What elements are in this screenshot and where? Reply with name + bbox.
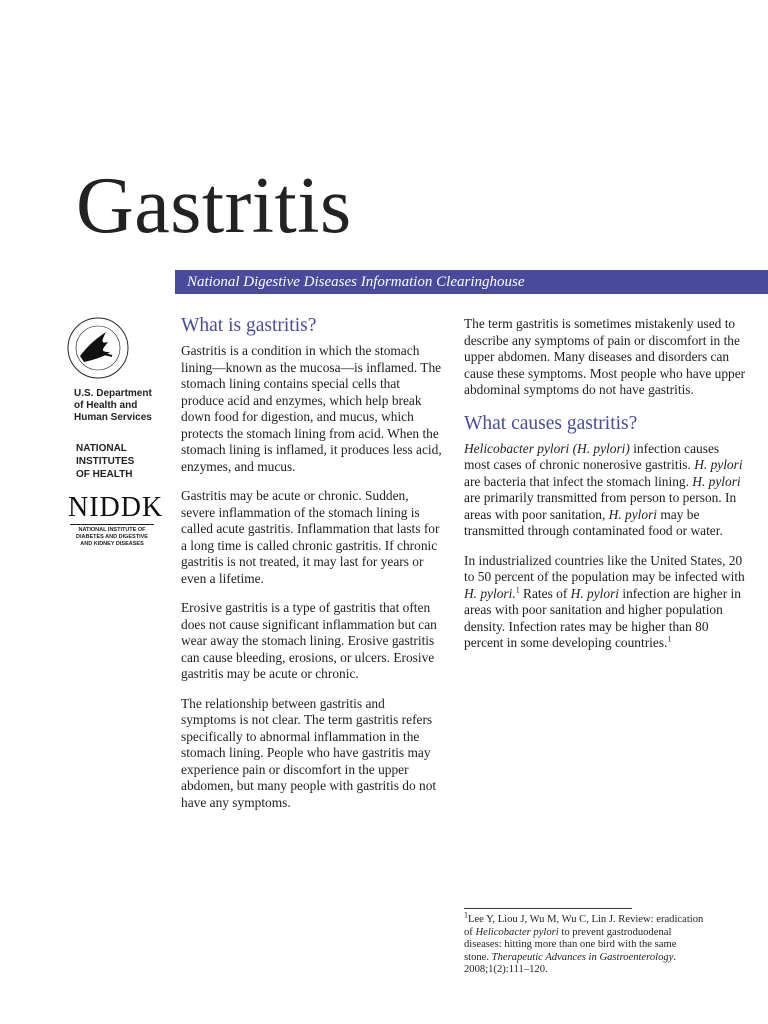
niddk-full-name: NATIONAL INSTITUTE OF DIABETES AND DIGESTIVE AND KIDNEY DISEASES [70,524,154,548]
section-heading-what-is: What is gastritis? [181,315,317,336]
paragraph: Gastritis is a condition in which the stomach lining—known as the mucosa—is inflamed. The stomach lining contains special cells that produce acid and enzymes, which help break down food for digestion, and mucus, which protects the stomach lining from acid. When the stomach lining is inflamed, it produces less acid, enzymes, and mucus. [181,343,442,474]
left-column [181,314,443,824]
section-heading-causes: What causes gastritis? [464,412,638,434]
paragraph: Erosive gastritis is a type of gastritis that often does not cause significant inflammation but can wear away the stomach lining. Erosive gastritis can cause bleeding, erosions, or ulcers. Erosive gastritis may be acute or chronic. [181,600,437,681]
footnote-ref: 1 [667,634,672,644]
hhs-label: U.S. Department of Health and Human Services [74,388,152,423]
paragraph: In industrialized countries like the United States, 20 to 50 percent of the population may be infected with H. pylori.$^1$ Rates of H. pylori infection are higher in areas with poor sanitation and higher population density. Infection rates may be higher than 80 percent in some developing countries.$^1$ [464,552,745,650]
niddk-logo: NIDDK [68,492,164,523]
footnote-divider [464,908,632,909]
page-title: Gastritis [76,162,352,250]
clearinghouse-banner: National Digestive Diseases Information Clearinghouse [175,270,768,294]
paragraph: Helicobacter pylori (H. pylori) infection causes most cases of chronic nonerosive gastritis. H. pylori are bacteria that infect the stomach lining. H. pylori are primarily transmitted from person to person. In areas with poor sanitation, H. pylori may be transmitted through contaminated food or water. [464,440,743,538]
paragraph: The term gastritis is sometimes mistakenly used to describe any symptoms of pain or discomfort in the upper abdomen. Many diseases and disorders can cause these symptoms. Most people who have upper abdominal symptoms do not have gastritis. [464,316,746,397]
right-column [464,316,746,665]
paragraph: Gastritis may be acute or chronic. Sudden, severe inflammation of the stomach lining is called acute gastritis. Inflammation that lasts for a long time is called chronic gastritis. If chronic gastritis is not treated, it may last for years or even a lifetime. [181,488,440,586]
paragraph: The relationship between gastritis and symptoms is not clear. The term gastritis refers specifically to abnormal inflammation in the stomach lining. People who have gastritis may experience pain or discomfort in the upper abdomen, but many people with gastritis do not have any symptoms. [181,695,437,810]
hhs-seal-icon [66,316,130,380]
footnote-ref: 1 [515,585,520,595]
nih-label: NATIONAL INSTITUTES OF HEALTH [76,443,135,480]
footnote: $^1$Lee Y, Liou J, Wu M, Wu C, Lin J. Review: eradication of Helicobacter pylori to prevent gastroduodenal diseases: hitting more than one bird with the same stone. Therapeutic Advances in Gastroenterology. 2008;1(2):111–120. [464,910,704,976]
